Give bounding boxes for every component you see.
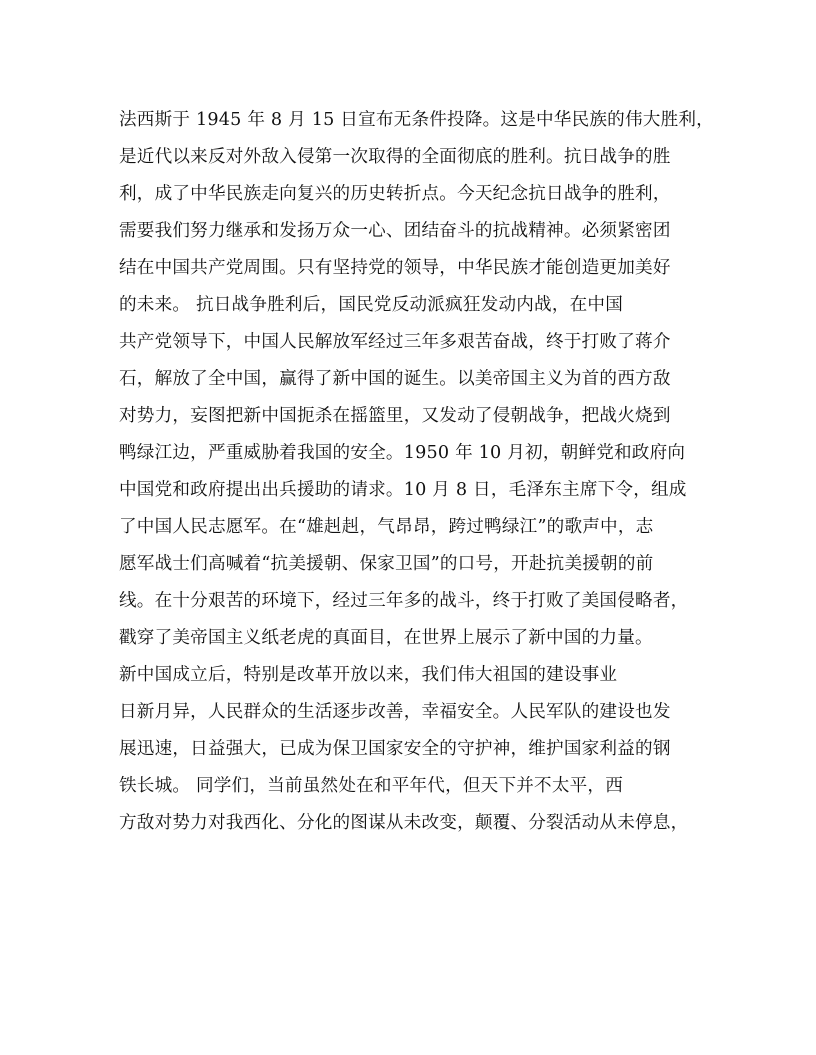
text-line: 中国党和政府提出出兵援助的请求。10 月 8 日，毛泽东主席下令，组成	[119, 480, 687, 500]
text-line: 线。在十分艰苦的环境下，经过三年多的战斗，终于打败了美国侵略者，	[119, 591, 689, 611]
text-line: 新中国成立后，特别是改革开放以来，我们伟大祖国的建设事业	[119, 665, 618, 685]
text-line: 是近代以来反对外敌入侵第一次取得的全面彻底的胜利。抗日战争的胜	[119, 147, 671, 167]
text-line: 铁长城。 同学们，当前虽然处在和平年代，但天下并不太平，西	[119, 776, 624, 796]
text-line: 戳穿了美帝国主义纸老虎的真面目，在世界上展示了新中国的力量。	[119, 628, 653, 648]
text-line: 的未来。 抗日战争胜利后，国民党反动派疯狂发动内战，在中国	[119, 295, 624, 315]
text-line: 愿军战士们高喊着“抗美援朝、保家卫国”的口号，开赴抗美援朝的前	[119, 554, 654, 574]
text-line: 展迅速，日益强大，已成为保卫国家安全的守护神，维护国家利益的钢	[119, 739, 671, 759]
text-line: 利，成了中华民族走向复兴的历史转折点。今天纪念抗日战争的胜利，	[119, 184, 671, 204]
text-line: 石，解放了全中国，赢得了新中国的诞生。以美帝国主义为首的西方敌	[119, 369, 671, 389]
text-line: 鸭绿江边，严重威胁着我国的安全。1950 年 10 月初，朝鲜党和政府向	[119, 443, 686, 463]
text-line: 了中国人民志愿军。在“雄赳赳，气昂昂，跨过鸭绿江”的歌声中，志	[119, 517, 654, 537]
text-line: 法西斯于 1945 年 8 月 15 日宣布无条件投降。这是中华民族的伟大胜利，	[119, 110, 714, 130]
text-line: 日新月异，人民群众的生活逐步改善，幸福安全。人民军队的建设也发	[119, 702, 671, 722]
text-line: 对势力，妄图把新中国扼杀在摇篮里，又发动了侵朝战争，把战火烧到	[119, 406, 671, 426]
text-line: 共产党领导下，中国人民解放军经过三年多艰苦奋战，终于打败了蒋介	[119, 332, 671, 352]
text-line: 结在中国共产党周围。只有坚持党的领导，中华民族才能创造更加美好	[119, 258, 671, 278]
text-line: 方敌对势力对我西化、分化的图谋从未改变，颠覆、分裂活动从未停息，	[119, 813, 689, 833]
text-line: 需要我们努力继承和发扬万众一心、团结奋斗的抗战精神。必须紧密团	[119, 221, 671, 241]
